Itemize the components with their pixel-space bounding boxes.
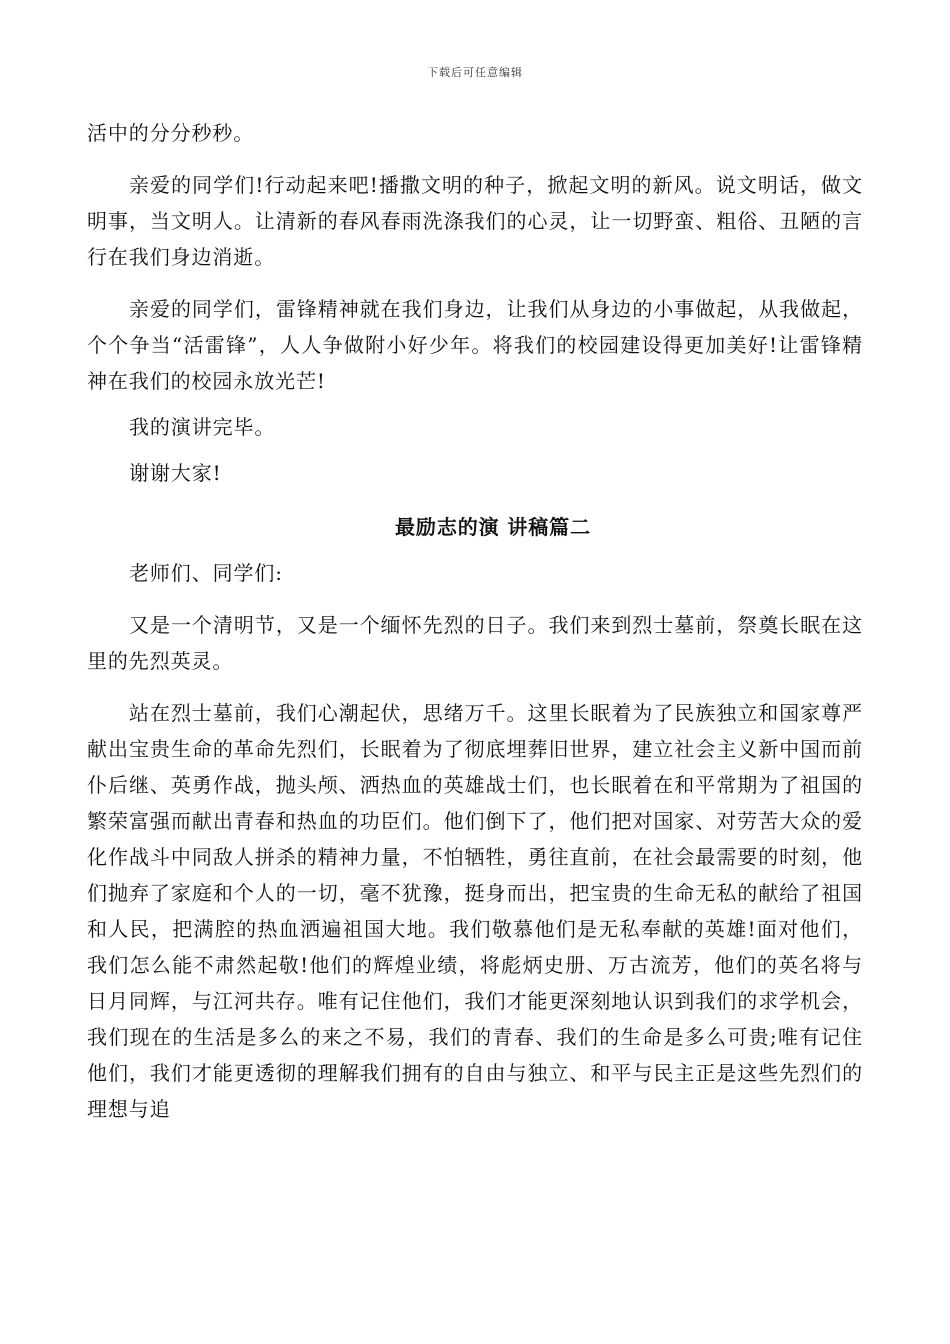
paragraph-qingming: 又是一个清明节，又是一个缅怀先烈的日子。我们来到烈士墓前，祭奠长眠在这里的先烈英灵。 xyxy=(87,613,863,673)
paragraph-martyrs: 站在烈士墓前，我们心潮起伏，思绪万千。这里长眠着为了民族独立和国家尊严献出宝贵生命的革命先烈们，长眠着为了彻底埋葬旧世界，建立社会主义新中国而前仆后继、英勇作战，抛头颅、洒热血的英雄战士们，也长眠着在和平常期为了祖国的繁荣富强而献出青春和热血的功臣们。他们倒下了，他们把对国家、对劳苦大众的爱化作战斗中同敌人拼杀的精神力量，不怕牺牲，勇往直前，在社会最需要的时刻，他们抛弃了家庭和个人的一切，毫不犹豫，挺身而出，把宝贵的生命无私的献给了祖国和人民，把满腔的热血洒遍祖国大地。我们敬慕他们是无私奉献的英雄!面对他们，我们怎么能不肃然起敬!他们的辉煌业绩，将彪炳史册、万古流芳，他们的英名将与日月同辉，与江河共存。唯有记住他们，我们才能更深刻地认识到我们的求学机会，我们现在的生活是多么的来之不易，我们的青春、我们的生命是多么可贵;唯有记住他们，我们才能更透彻的理解我们拥有的自由与独立、和平与民主正是这些先烈们的理想与追 xyxy=(87,701,863,1121)
paragraph-speech-end: 我的演讲完毕。 xyxy=(129,415,276,439)
paragraph-leifeng: 亲爱的同学们，雷锋精神就在我们身边，让我们从身边的小事做起，从我做起，个个争当“活雷锋”，人人争做附小好少年。将我们的校园建设得更加美好!让雷锋精神在我们的校园永放光芒! xyxy=(87,297,863,393)
document-body xyxy=(87,115,863,1127)
page-header-note: 下载后可任意编辑 xyxy=(427,66,523,79)
paragraph-civilization: 亲爱的同学们!行动起来吧!播撒文明的种子，掀起文明的新风。说文明话，做文明事，当文明人。让清新的春风春雨洗涤我们的心灵，让一切野蛮、粗俗、丑陋的言行在我们身边消逝。 xyxy=(87,173,863,269)
paragraph-salutation: 老师们、同学们: xyxy=(129,561,283,585)
section-title: 最励志的演 讲稿篇二 xyxy=(395,515,591,539)
paragraph-thanks: 谢谢大家! xyxy=(129,461,222,485)
paragraph-continuation: 活中的分分秒秒。 xyxy=(87,121,255,145)
